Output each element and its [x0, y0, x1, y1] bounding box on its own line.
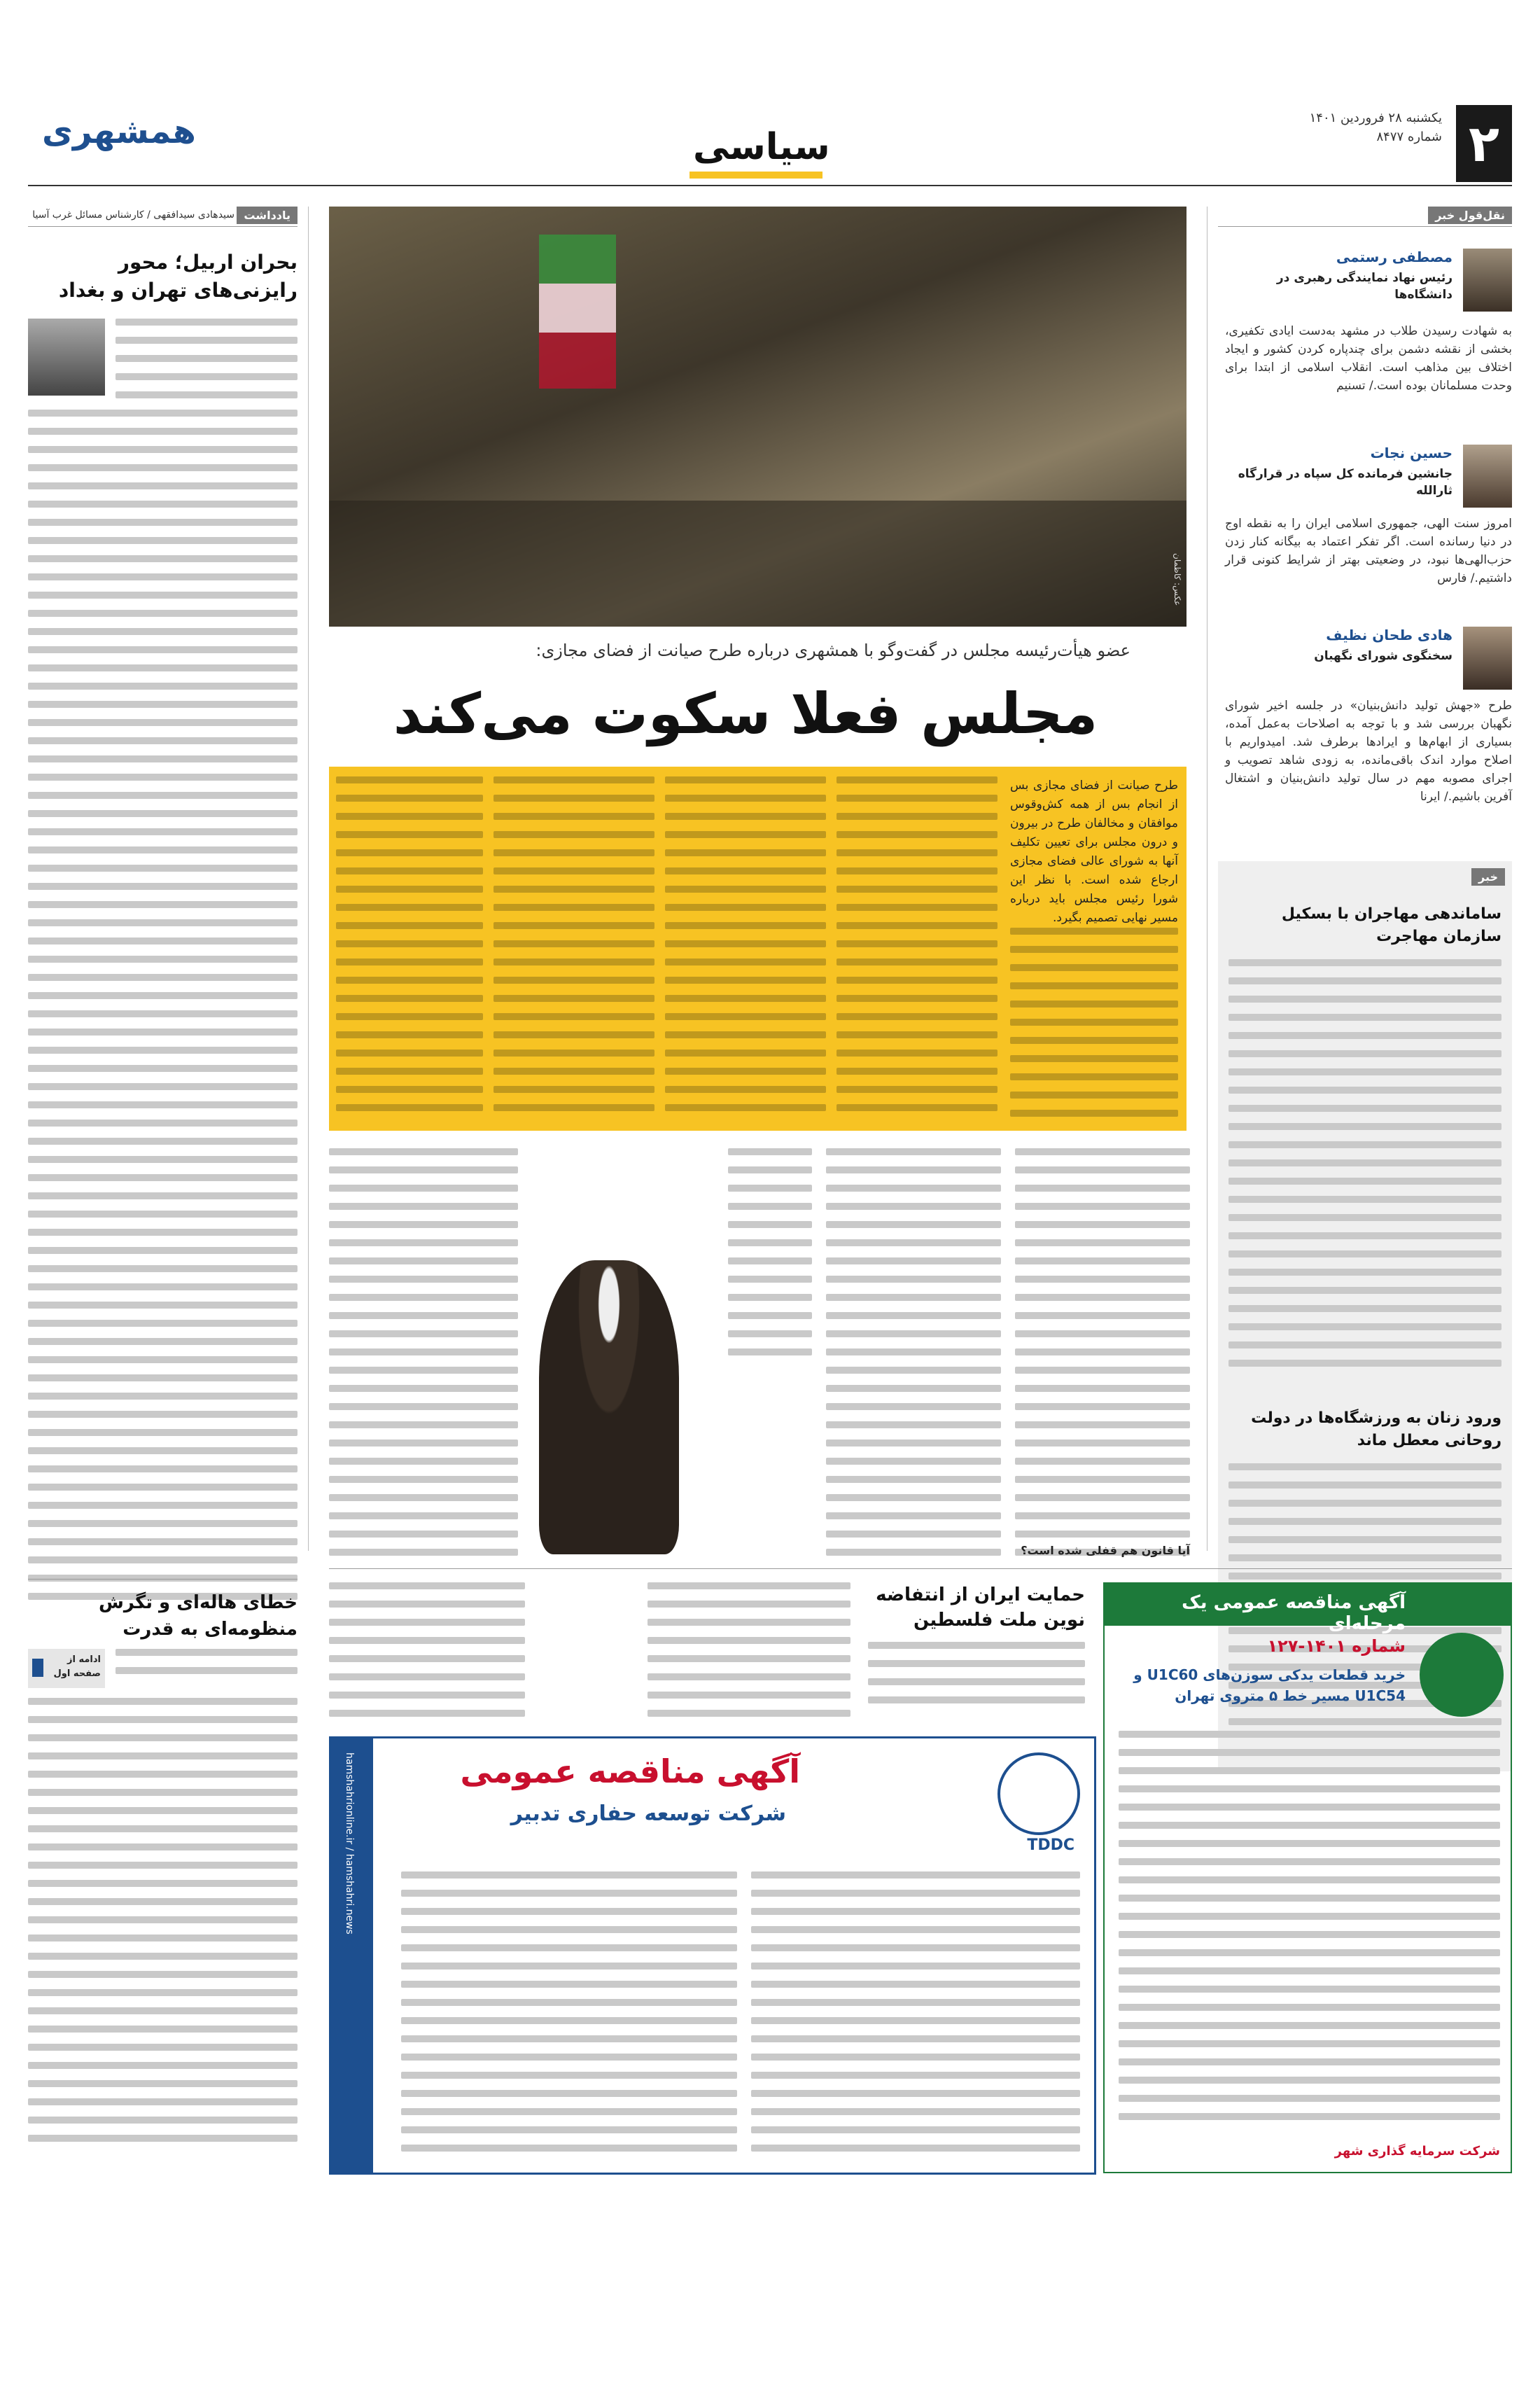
news-body-lines — [1228, 959, 1502, 1378]
ad-metro-footer: شرکت سرمایه گذاری شهر — [1334, 2144, 1500, 2159]
news-subtitle: ورود زنان به ورزشگاه‌ها در دولت روحانی معطل ماند — [1251, 1409, 1502, 1449]
lead-col-1 — [1010, 928, 1178, 1128]
ad-metro-logo — [1420, 1633, 1504, 1717]
bottom-article-col-3 — [329, 1582, 525, 1728]
commentary-label: یادداشت — [237, 207, 298, 224]
ad-metro-body — [1119, 1731, 1500, 2131]
commentary-body — [115, 319, 298, 410]
ad-drilling-logo-text: TDDC — [1027, 1836, 1074, 1854]
quote-role: جانشین فرمانده کل سپاه در قرارگاه ثارالله — [1238, 467, 1452, 498]
ad-drilling-side — [331, 1738, 373, 2173]
commentary-title: بحران اربیل؛ محور رایزنی‌های تهران و بغداد — [58, 251, 298, 302]
lead-box — [329, 767, 1186, 1131]
arrow-icon — [32, 1659, 43, 1677]
interview-col-1 — [1015, 1148, 1190, 1567]
ad-metro — [1103, 1582, 1512, 2173]
bottom-article-col-1 — [868, 1642, 1085, 1715]
quote-role: سخنگوی شورای نگهبان — [1314, 649, 1452, 663]
commentary-column — [28, 207, 298, 2195]
main-photo — [329, 207, 1186, 627]
main-headline: مجلس فعلا سکوت می‌کند — [393, 681, 1098, 746]
lead-text: طرح صیانت از فضای مجازی بس از انجام بس از همه کش‌وقوس موافقان و مخالفان طرح در بیرون و درون مجلس برای تعیین تکلیف آنها به شورای عالی فضای مجازی ارجاع شده است. با نظر این شورا رئیس مجلس باید درباره مسیر نهایی تصمیم بگیرد. — [1010, 779, 1178, 925]
quote-text: به شهادت رسیدن طلاب در مشهد به‌دست ایادی تکفیری، بخشی از نقشه دشمن برای چندپاره کردن کشور و ایجاد اختلاف بین مذاهب است. انقلاب اسلامی از ابتدا برای وحدت مسلمانان بوده است./ تسنیم — [1225, 324, 1512, 393]
commentary-body-2 — [28, 410, 298, 1611]
ad-drilling-side-text: hamshahrionline.ir / hamshahri.news — [344, 1752, 355, 1935]
quote-avatar — [1463, 249, 1512, 312]
news-title: ساماندهی مهاجران با بسکیل سازمان مهاجرت — [1281, 905, 1502, 945]
quote-name: مصطفی رستمی — [1336, 249, 1452, 265]
ad-metro-label: آگهی مناقصه عمومی یک مرحله‌ای — [1182, 1592, 1406, 1634]
photo-credit: عکس: کاظمان — [1172, 552, 1182, 606]
issue-date: یکشنبه ۲۸ فروردین ۱۴۰۱ — [1309, 111, 1442, 125]
ad-metro-number: شماره ۱۴۰۱-۱۲۷ — [1267, 1636, 1406, 1656]
quote-text: طرح «جهش تولید دانش‌بنیان» در جلسه اخیر شورای نگهبان بررسی شد و با توجه به اصلاحات به‌عمل آمده، بسیاری از ابهام‌ها و ایرادها برطرف شد. امیدواریم با اصلاح موارد اندک باقی‌مانده، به زودی شاهد تصویب و اجرای مصوبه مهم در سال تولید دانش‌بنیان و اشتغال آفرین باشیم./ ایرنا — [1225, 699, 1512, 804]
interview-question: آیا قانون هم قفلی شده است؟ — [1021, 1544, 1190, 1557]
ad-metro-title: خرید قطعات یدکی سوزن‌های U1C60 و U1C54 مسیر خط ۵ متروی تهران — [1133, 1666, 1406, 1704]
quote-avatar — [1463, 627, 1512, 690]
section-underline — [690, 172, 822, 179]
issue-number: شماره ۸۴۷۷ — [1376, 130, 1442, 144]
lead-col-3 — [665, 776, 826, 1122]
ad-drilling-body-2 — [401, 1871, 737, 2163]
lead-col-5 — [336, 776, 483, 1122]
ad-drilling-company: شرکت توسعه حفاری تدبیر — [510, 1801, 786, 1826]
interview-col-4 — [329, 1148, 518, 1567]
interview-col-3 — [728, 1148, 812, 1367]
ad-drilling-logo — [997, 1752, 1080, 1835]
commentary-title-2: خطای هاله‌ای و تگرش منظومه‌ای به قدرت — [99, 1592, 298, 1640]
bottom-article-col-2 — [648, 1582, 850, 1728]
continue-text: ادامه از صفحه اول — [53, 1654, 101, 1679]
news-label: خبر — [1471, 868, 1505, 886]
ad-drilling-body-1 — [751, 1871, 1080, 2163]
lead-col-2 — [836, 776, 997, 1122]
logo: همشهری — [42, 112, 196, 151]
quote-text: امروز سنت الهی، جمهوری اسلامی ایران را به نقطه اوج در دنیا رسانده است. اگر تفکر اعتماد به بیگانه کنار زدن حزب‌الهی‌ها نبود، در وضعیتی بهتر از شرایط کنونی قرار داشتیم./ فارس — [1225, 517, 1512, 585]
ad-drilling-label: آگهی مناقصه عمومی — [460, 1752, 800, 1790]
quote-name: هادی طحان نظیف — [1326, 627, 1452, 643]
cleric-photo — [539, 1260, 679, 1554]
lead-col-4 — [493, 776, 654, 1122]
page-number: ۲ — [1456, 105, 1512, 182]
quotes-label: نقل‌قول خبر — [1428, 207, 1512, 224]
ad-drilling — [329, 1736, 1096, 2175]
commentary-body-4 — [28, 1698, 298, 2153]
quote-name: حسین نجات — [1370, 445, 1452, 461]
commentary-author: سیدهادی سیدافقهی / کارشناس مسائل غرب آسیا — [32, 209, 234, 221]
author-photo — [28, 319, 105, 396]
continue-label — [28, 1649, 105, 1688]
kicker: عضو هیأت‌رئیسه مجلس در گفت‌وگو با همشهری درباره طرح صیانت از فضای مجازی: — [536, 641, 1130, 660]
quote-avatar — [1463, 445, 1512, 508]
section-title: سیاسی — [693, 126, 830, 168]
quote-role: رئیس نهاد نمایندگی رهبری در دانشگاه‌ها — [1276, 271, 1452, 302]
commentary-body-3 — [115, 1649, 298, 1685]
bottom-article-title: حمایت ایران از انتفاضه نوین ملت فلسطین — [876, 1584, 1085, 1631]
interview-col-2 — [826, 1148, 1001, 1567]
